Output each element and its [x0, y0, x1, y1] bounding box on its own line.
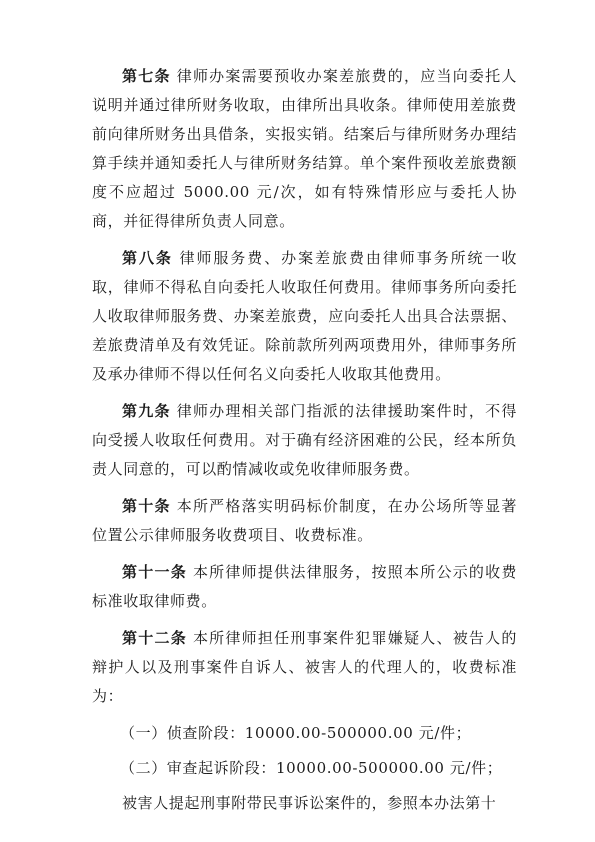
article-body: 本所严格落实明码标价制度，在办公场所等显著位置公示律师服务收费项目、收费标准。	[92, 497, 517, 544]
article-body: 本所律师担任刑事案件犯罪嫌疑人、被告人的辩护人以及刑事案件自诉人、被害人的代理人的，收费标准为：	[92, 629, 517, 705]
article-label: 第十条	[122, 497, 171, 515]
article-8	[92, 244, 517, 389]
article-label: 第九条	[122, 402, 171, 420]
article-label: 第八条	[122, 249, 173, 267]
article-label: 第十二条	[122, 629, 187, 647]
fee-item-2: （二）审查起诉阶段：10000.00-500000.00 元/件；	[120, 759, 503, 777]
fee-item-1: （一）侦查阶段：10000.00-500000.00 元/件；	[120, 724, 472, 742]
article-10	[92, 492, 517, 550]
article-body: 律师办案需要预收办案差旅费的，应当向委托人说明并通过律所财务收取，由律所出具收条。律师使用差旅费前向律所财务出具借条，实报实销。结案后与律所财务办理结算手续并通知委托人与律所财务结算。单个案件预收差旅费额度不应超过 5000.00 元/次，如有特殊情形应与委托人协商，并征得律所负责人同意。	[92, 67, 517, 230]
continuation-text: 被害人提起刑事附带民事诉讼案件的，参照本办法第十	[122, 794, 497, 812]
article-label: 第七条	[122, 67, 171, 85]
article-body: 本所律师提供法律服务，按照本所公示的收费标准收取律师费。	[92, 563, 517, 610]
article-11	[92, 558, 517, 616]
article-body: 律师服务费、办案差旅费由律师事务所统一收取，律师不得私自向委托人收取任何费用。律师事务所向委托人收取律师服务费、办案差旅费，应向委托人出具合法票据、差旅费清单及有效凭证。除前款所列两项费用外，律师事务所及承办律师不得以任何名义向委托人收取其他费用。	[92, 249, 517, 383]
article-12	[92, 624, 517, 711]
article-label: 第十一条	[122, 563, 187, 581]
article-9	[92, 397, 517, 484]
article-body: 律师办理相关部门指派的法律援助案件时，不得向受援人收取任何费用。对于确有经济困难的公民，经本所负责人同意的，可以酌情减收或免收律师服务费。	[92, 402, 517, 478]
article-7	[92, 62, 517, 236]
